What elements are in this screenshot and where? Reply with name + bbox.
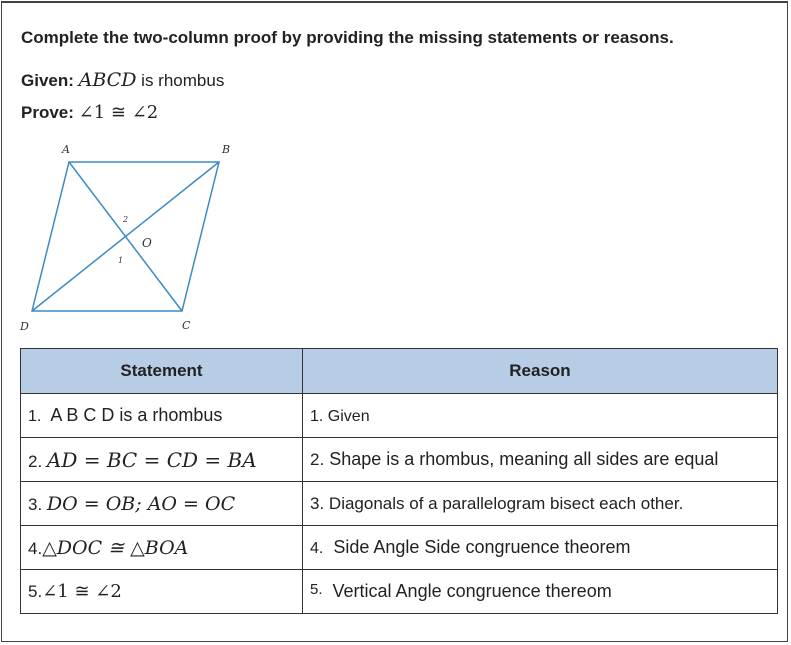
prove-line xyxy=(21,102,158,123)
statement-header: Statement xyxy=(21,349,303,394)
given-math: ABCD xyxy=(78,69,137,91)
given-label: Given: xyxy=(21,71,74,90)
reason-number: 4. xyxy=(310,540,324,557)
reason-text: Diagonals of a parallelogram bisect each other. xyxy=(324,493,684,513)
reason-cell xyxy=(303,438,778,482)
proof-row xyxy=(21,438,778,482)
statement-text: A B C D is a rhombus xyxy=(41,405,223,425)
given-text: is rhombus xyxy=(136,71,225,90)
reason-number: 1. xyxy=(310,407,324,425)
rhombus-diagram xyxy=(17,139,247,339)
statement-number: 5. xyxy=(28,582,43,601)
reason-text: Vertical Angle congruence thereom xyxy=(322,581,612,601)
statement-number: 2. xyxy=(28,451,47,471)
statement-cell xyxy=(21,482,303,526)
reason-cell xyxy=(303,482,778,526)
given-line xyxy=(21,69,224,91)
reason-number: 3. xyxy=(310,493,325,513)
reason-cell xyxy=(303,570,778,614)
statement-cell xyxy=(21,526,303,570)
statement-cell xyxy=(21,570,303,614)
statement-text: △DOC ≅ △BOA xyxy=(42,536,189,559)
reason-text: Given xyxy=(323,407,370,425)
vertex-a-label: A xyxy=(62,143,70,156)
angle-2-label: 2 xyxy=(123,215,129,224)
prove-label: Prove: xyxy=(21,103,74,122)
vertex-c-label: C xyxy=(182,319,191,332)
statement-cell xyxy=(21,394,303,438)
reason-text: Side Angle Side congruence theorem xyxy=(323,537,631,557)
statement-number: 3. xyxy=(28,494,47,514)
proof-row xyxy=(21,570,778,614)
proof-row xyxy=(21,526,778,570)
proof-row xyxy=(21,482,778,526)
vertex-d-label: D xyxy=(20,320,29,333)
reason-number: 2. xyxy=(310,450,325,469)
reason-cell xyxy=(303,526,778,570)
statement-cell xyxy=(21,438,303,482)
statement-number: 4. xyxy=(28,538,43,558)
statement-text: ∠1 ≅ ∠2 xyxy=(42,581,122,602)
statement-text: AD = BC = CD = BA xyxy=(46,447,257,472)
angle-1-label: 1 xyxy=(118,256,124,265)
proof-header-row xyxy=(21,349,778,394)
statement-text: DO = OB; AO = OC xyxy=(46,492,236,515)
statement-number: 1. xyxy=(28,408,42,425)
prove-math: ∠1 ≅ ∠2 xyxy=(78,102,159,123)
vertex-b-label: B xyxy=(222,143,231,156)
proof-row xyxy=(21,394,778,438)
center-o-label: O xyxy=(142,236,152,250)
diagonal-bd xyxy=(32,162,219,311)
proof-table xyxy=(20,348,778,614)
rhombus-figure xyxy=(17,139,247,339)
reason-text: Shape is a rhombus, meaning all sides are equal xyxy=(324,449,719,469)
instruction-text: Complete the two-column proof by providing the missing statements or reasons. xyxy=(21,28,674,47)
reason-header: Reason xyxy=(303,349,778,394)
reason-cell xyxy=(303,394,778,438)
reason-number: 5. xyxy=(310,581,323,598)
